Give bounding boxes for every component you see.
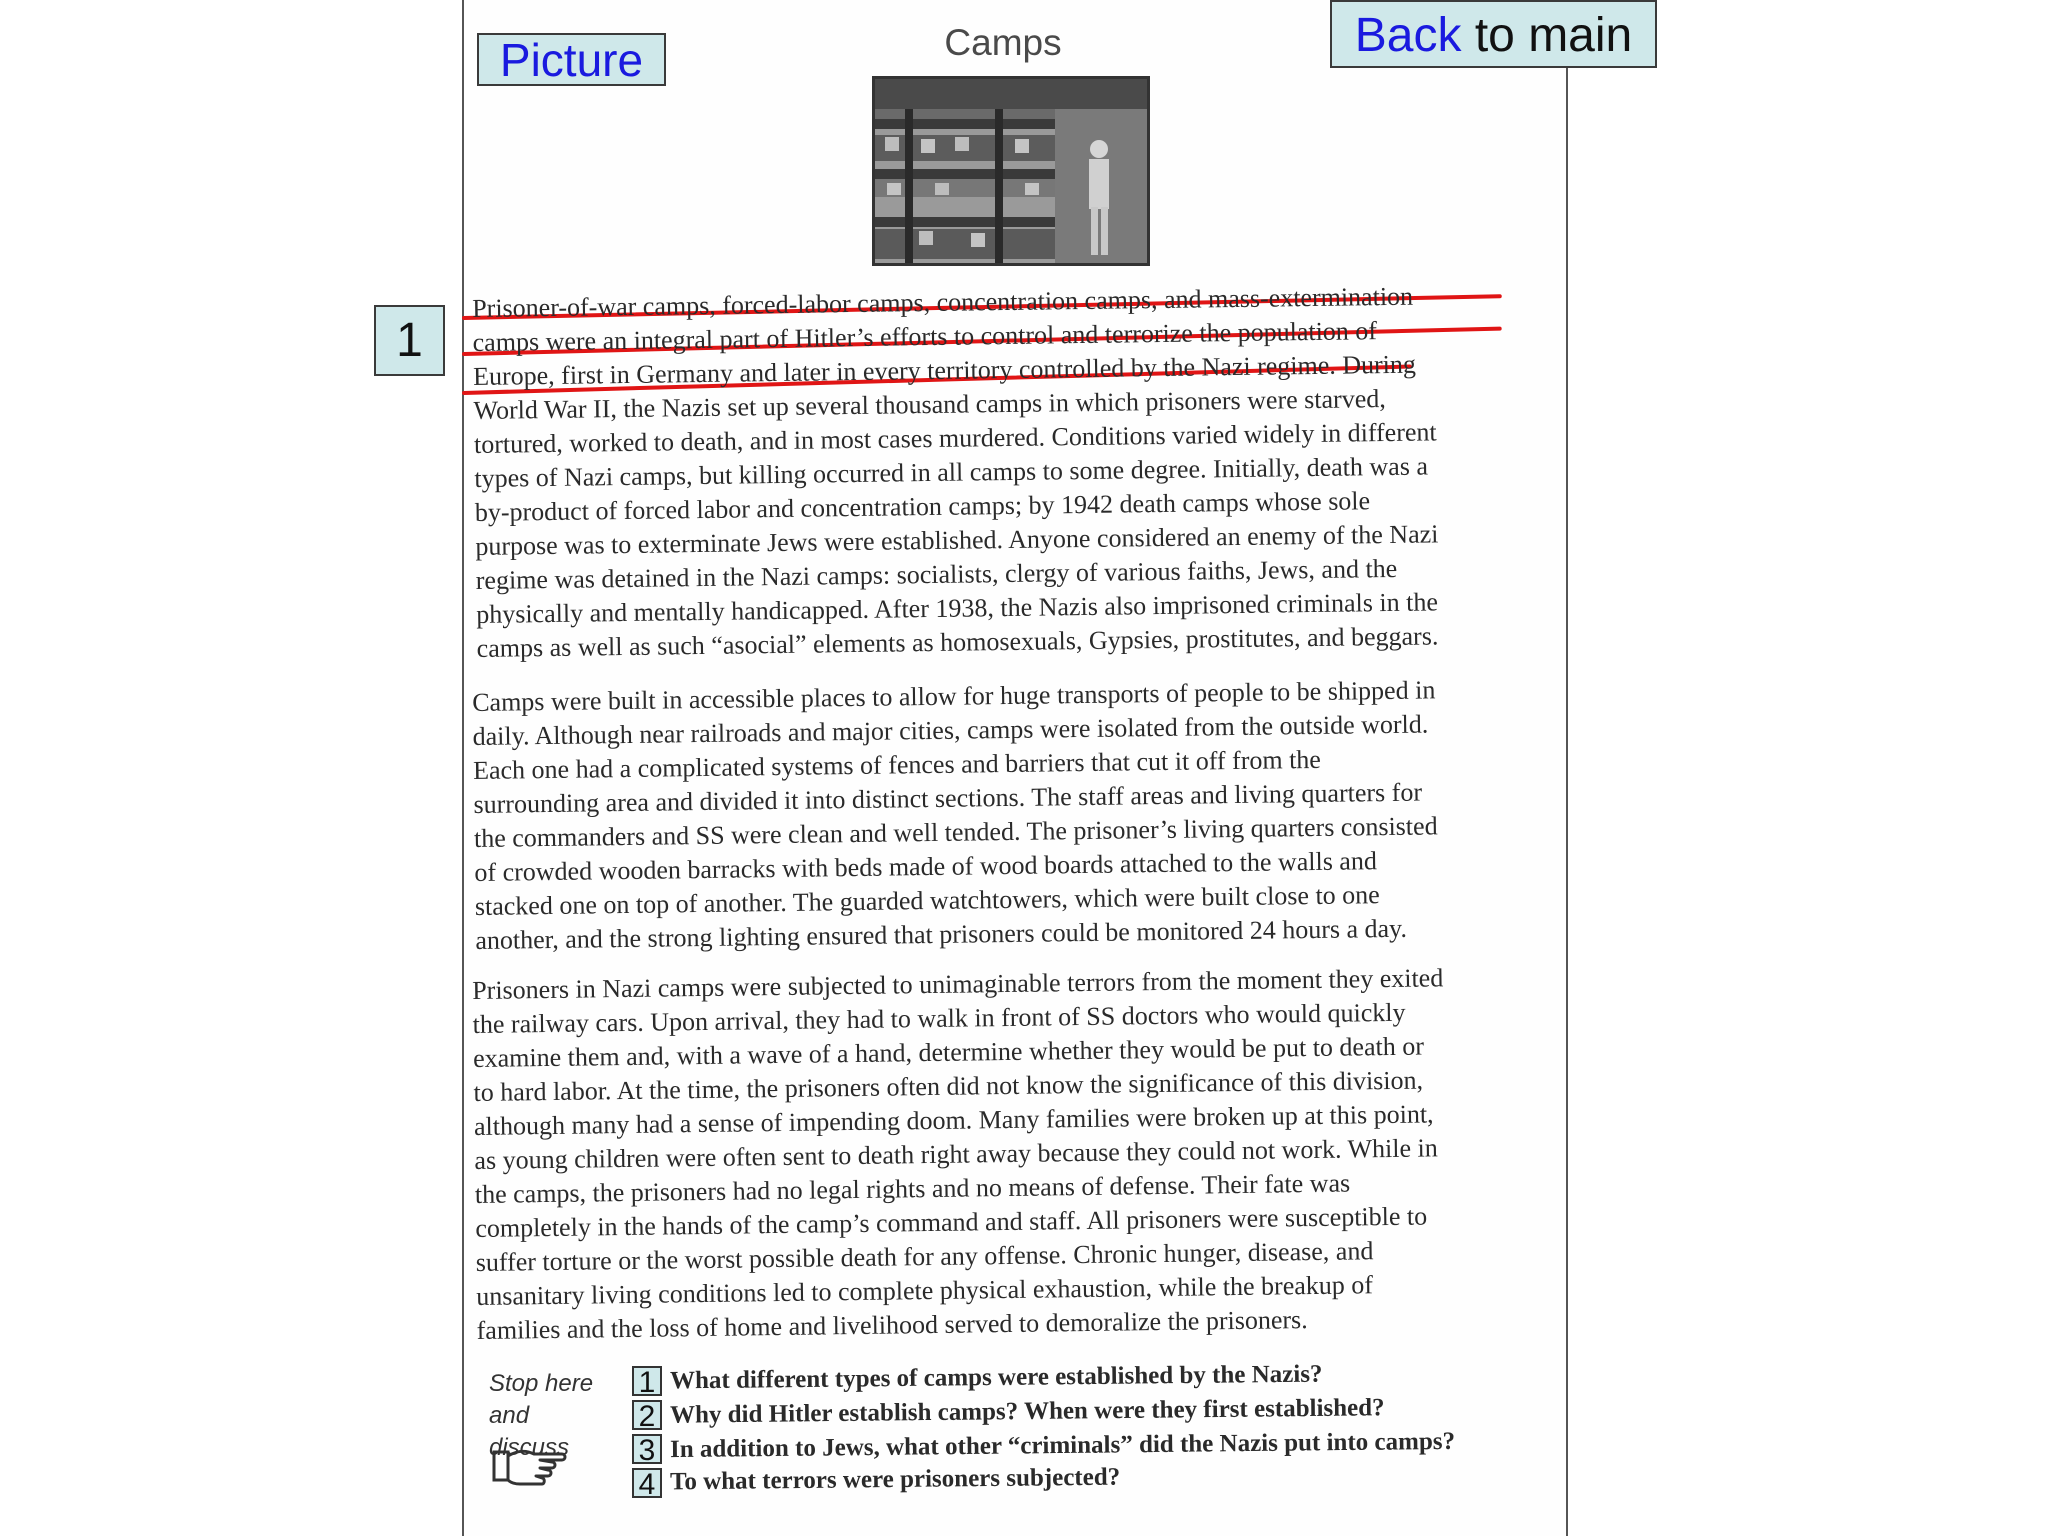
text-line: purpose was to exterminate Jews were established. Anyone considered an enemy of the Nazi: [475, 519, 1439, 561]
text-line: Prisoner-of-war camps, forced-labor camps, concentration camps, and mass-extermination: [472, 281, 1414, 323]
back-link-text[interactable]: Back: [1354, 9, 1462, 62]
text-line: Each one had a complicated systems of fences and barriers that cut it off from the: [472, 744, 1322, 785]
text-line: completely in the hands of the camp’s command and staff. All prisoners were susceptible to: [475, 1201, 1428, 1243]
question-number-4[interactable]: 4: [632, 1468, 662, 1498]
text-line: camps as well as such “asocial” elements as homosexuals, Gypsies, prostitutes, and beggars.: [476, 621, 1439, 663]
paragraph-3: [472, 960, 1557, 1348]
back-label-rest: to main: [1461, 9, 1633, 62]
camp-barracks-photo: [872, 76, 1150, 266]
stop-line-2: and discuss: [489, 1402, 570, 1461]
question-number-1[interactable]: 1: [632, 1366, 662, 1396]
text-line: examine them and, with a wave of a hand, determine whether they would be put to death or: [472, 1031, 1425, 1073]
text-line: regime was detained in the Nazi camps: socialists, clergy of various faiths, Jews, and the: [475, 553, 1398, 595]
text-line: another, and the strong lighting ensured that prisoners could be monitored 24 hours a day.: [475, 913, 1408, 955]
text-line: the railway cars. Upon arrival, they had to walk in front of SS doctors who would quickly: [472, 997, 1406, 1039]
text-line: as young children were often sent to death right away because they could not work. While in: [474, 1133, 1438, 1175]
question-text-1: What different types of camps were established by the Nazis?: [669, 1360, 1323, 1395]
text-line: camps were an integral part of Hitler’s efforts to control and terrorize the population of: [472, 316, 1378, 357]
text-line: of crowded wooden barracks with beds made of wood boards attached to the walls and: [474, 846, 1378, 887]
paragraph-2: [472, 672, 1555, 958]
text-line: types of Nazi camps, but killing occurred in all camps to some degree. Initially, death was a: [474, 451, 1429, 493]
text-line: unsanitary living conditions led to complete physical exhaustion, while the breakup of: [476, 1270, 1374, 1311]
question-number-3[interactable]: 3: [632, 1434, 662, 1464]
text-line: physically and mentally handicapped. After 1938, the Nazis also imprisoned criminals in the: [476, 587, 1439, 629]
text-line: by-product of forced labor and concentration camps; by 1942 death camps whose sole: [474, 486, 1371, 527]
text-line: suffer torture or the worst possible death for any offense. Chronic hunger, disease, and: [475, 1236, 1374, 1277]
text-line: World War II, the Nazis set up several thousand camps in which prisoners were starved,: [473, 384, 1386, 425]
question-number-2[interactable]: 2: [632, 1400, 662, 1430]
paragraph-1: [472, 278, 1557, 666]
text-line: surrounding area and divided it into distinct sections. The staff areas and living quarters for: [473, 777, 1423, 819]
barracks-photo-illustration: [875, 79, 1147, 263]
text-line: to hard labor. At the time, the prisoners often did not know the significance of this division,: [473, 1065, 1424, 1107]
question-text-4: To what terrors were prisoners subjected?: [669, 1463, 1121, 1496]
question-text-2: Why did Hitler establish camps? When were they first established?: [669, 1394, 1385, 1429]
picture-button[interactable]: Picture: [477, 33, 666, 86]
document-title: Camps: [944, 22, 1062, 63]
back-to-main-button[interactable]: [1330, 0, 1657, 68]
text-line: Camps were built in accessible places to allow for huge transports of people to be shipped in: [472, 675, 1436, 717]
text-line: although many had a sense of impending doom. Many families were broken up at this point,: [473, 1099, 1434, 1141]
stop-line-1: Stop here: [489, 1370, 594, 1397]
text-line: the commanders and SS were clean and well tended. The prisoner’s living quarters consisted: [473, 811, 1438, 853]
text-line: Europe, first in Germany and later in every territory controlled by the Nazi regime. During: [472, 349, 1417, 391]
question-text-3: In addition to Jews, what other “criminals” did the Nazis put into camps?: [669, 1427, 1456, 1464]
text-line: families and the loss of home and livelihood served to demoralize the prisoners.: [476, 1305, 1308, 1345]
text-line: Prisoners in Nazi camps were subjected to unimaginable terrors from the moment they exited: [472, 963, 1444, 1005]
text-line: stacked one on top of another. The guarded watchtowers, which were built close to one: [474, 880, 1380, 921]
text-line: tortured, worked to death, and in most cases murdered. Conditions varied widely in different: [473, 417, 1437, 459]
pointing-hand-icon: [490, 1440, 570, 1490]
annotation-marker-1[interactable]: 1: [374, 305, 445, 376]
text-line: the camps, the prisoners had no legal rights and no means of defense. Their fate was: [474, 1168, 1351, 1209]
text-line: daily. Although near railroads and major cities, camps were isolated from the outside world.: [472, 709, 1429, 751]
